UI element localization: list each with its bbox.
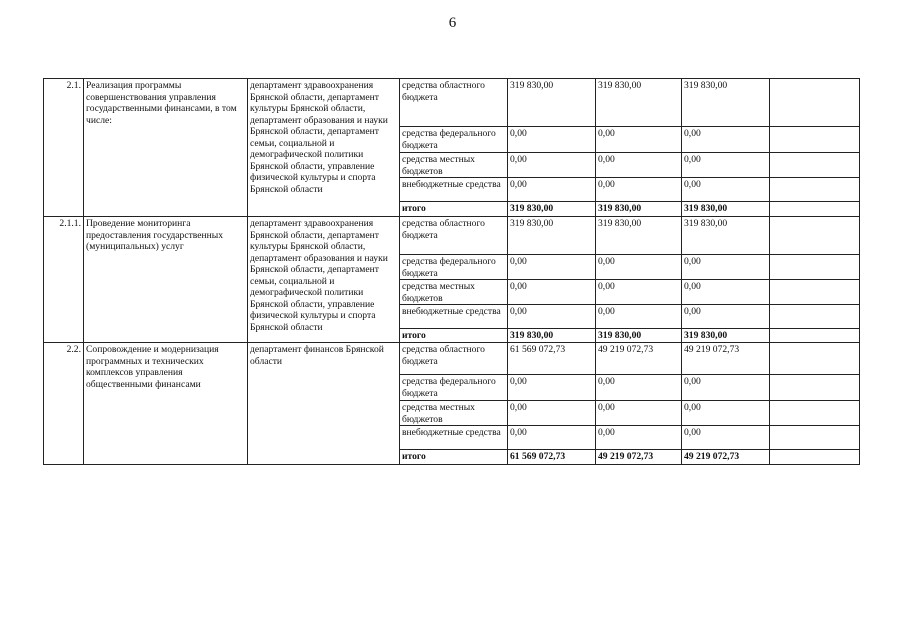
amount-cell-v1: 0,00 [508,305,596,329]
amount-cell-v1: 61 569 072,73 [508,343,596,375]
amount-cell-v1: 319 830,00 [508,79,596,127]
table-row [44,343,860,375]
amount-cell-v3: 49 219 072,73 [682,450,770,465]
amount-cell-v2: 319 830,00 [596,329,682,343]
amount-cell-v4 [770,153,860,178]
amount-cell-v3: 0,00 [682,375,770,401]
amount-cell-v1: 0,00 [508,178,596,202]
amount-cell-v1: 319 830,00 [508,202,596,217]
item-executor: департамент здравоохранения Брянской области, департамент культуры Брянской области, департамент образования и науки Брянской области, департамент семьи, социальной и демографической политики Брянской области, управление физической культуры и спорта Брянской области [248,217,400,343]
amount-cell-v2: 49 219 072,73 [596,450,682,465]
item-name: Сопровождение и модернизация программных и технических комплексов управления общественными финансами [84,343,248,465]
table-row [44,217,860,255]
amount-cell-v3: 0,00 [682,127,770,153]
amount-cell-v4 [770,375,860,401]
amount-cell-v2: 319 830,00 [596,79,682,127]
amount-cell-v2: 319 830,00 [596,202,682,217]
amount-cell-v4 [770,255,860,280]
amount-cell-v3: 319 830,00 [682,202,770,217]
amount-cell-v2: 0,00 [596,426,682,450]
amount-cell-v3: 0,00 [682,305,770,329]
amount-cell-v3: 319 830,00 [682,217,770,255]
funding-source: средства местных бюджетов [400,153,508,178]
funding-source: внебюджетные средства [400,305,508,329]
amount-cell-v2: 0,00 [596,178,682,202]
total-label: итого [400,202,508,217]
amount-cell-v2: 0,00 [596,127,682,153]
total-label: итого [400,450,508,465]
amount-cell-v4 [770,305,860,329]
page-number: 6 [448,15,457,31]
funding-source: средства местных бюджетов [400,280,508,305]
amount-cell-v4 [770,401,860,426]
amount-cell-v1: 61 569 072,73 [508,450,596,465]
item-number: 2.1. [44,79,84,217]
item-name: Проведение мониторинга предоставления государственных (муниципальных) услуг [84,217,248,343]
amount-cell-v3: 0,00 [682,280,770,305]
amount-cell-v1: 0,00 [508,127,596,153]
amount-cell-v1: 0,00 [508,375,596,401]
amount-cell-v2: 0,00 [596,153,682,178]
funding-source: средства федерального бюджета [400,375,508,401]
amount-cell-v4 [770,178,860,202]
amount-cell-v2: 0,00 [596,255,682,280]
item-executor: департамент здравоохранения Брянской области, департамент культуры Брянской области, департамент образования и науки Брянской области, департамент семьи, социальной и демографической политики Брянской области, управление физической культуры и спорта Брянской области [248,79,400,217]
amount-cell-v4 [770,450,860,465]
budget-table [43,78,860,465]
amount-cell-v1: 0,00 [508,401,596,426]
amount-cell-v1: 0,00 [508,280,596,305]
amount-cell-v2: 0,00 [596,375,682,401]
funding-source: средства областного бюджета [400,343,508,375]
amount-cell-v4 [770,329,860,343]
amount-cell-v4 [770,280,860,305]
amount-cell-v3: 319 830,00 [682,79,770,127]
item-executor: департамент финансов Брянской области [248,343,400,465]
amount-cell-v3: 49 219 072,73 [682,343,770,375]
amount-cell-v2: 0,00 [596,305,682,329]
amount-cell-v1: 0,00 [508,255,596,280]
item-number: 2.2. [44,343,84,465]
amount-cell-v4 [770,127,860,153]
budget-table-body [44,79,860,465]
amount-cell-v1: 0,00 [508,426,596,450]
amount-cell-v4 [770,217,860,255]
amount-cell-v2: 49 219 072,73 [596,343,682,375]
amount-cell-v4 [770,202,860,217]
amount-cell-v3: 0,00 [682,153,770,178]
amount-cell-v4 [770,426,860,450]
funding-source: внебюджетные средства [400,178,508,202]
funding-source: средства областного бюджета [400,217,508,255]
funding-source: средства местных бюджетов [400,401,508,426]
total-label: итого [400,329,508,343]
funding-source: внебюджетные средства [400,426,508,450]
amount-cell-v2: 319 830,00 [596,217,682,255]
item-number: 2.1.1. [44,217,84,343]
amount-cell-v3: 0,00 [682,426,770,450]
amount-cell-v3: 0,00 [682,178,770,202]
amount-cell-v1: 319 830,00 [508,329,596,343]
amount-cell-v1: 0,00 [508,153,596,178]
amount-cell-v2: 0,00 [596,280,682,305]
amount-cell-v3: 319 830,00 [682,329,770,343]
amount-cell-v2: 0,00 [596,401,682,426]
item-name: Реализация программы совершенствования управления государственными финансами, в том числе: [84,79,248,217]
funding-source: средства областного бюджета [400,79,508,127]
amount-cell-v3: 0,00 [682,401,770,426]
table-row [44,79,860,127]
amount-cell-v1: 319 830,00 [508,217,596,255]
funding-source: средства федерального бюджета [400,127,508,153]
amount-cell-v4 [770,79,860,127]
funding-source: средства федерального бюджета [400,255,508,280]
amount-cell-v3: 0,00 [682,255,770,280]
amount-cell-v4 [770,343,860,375]
